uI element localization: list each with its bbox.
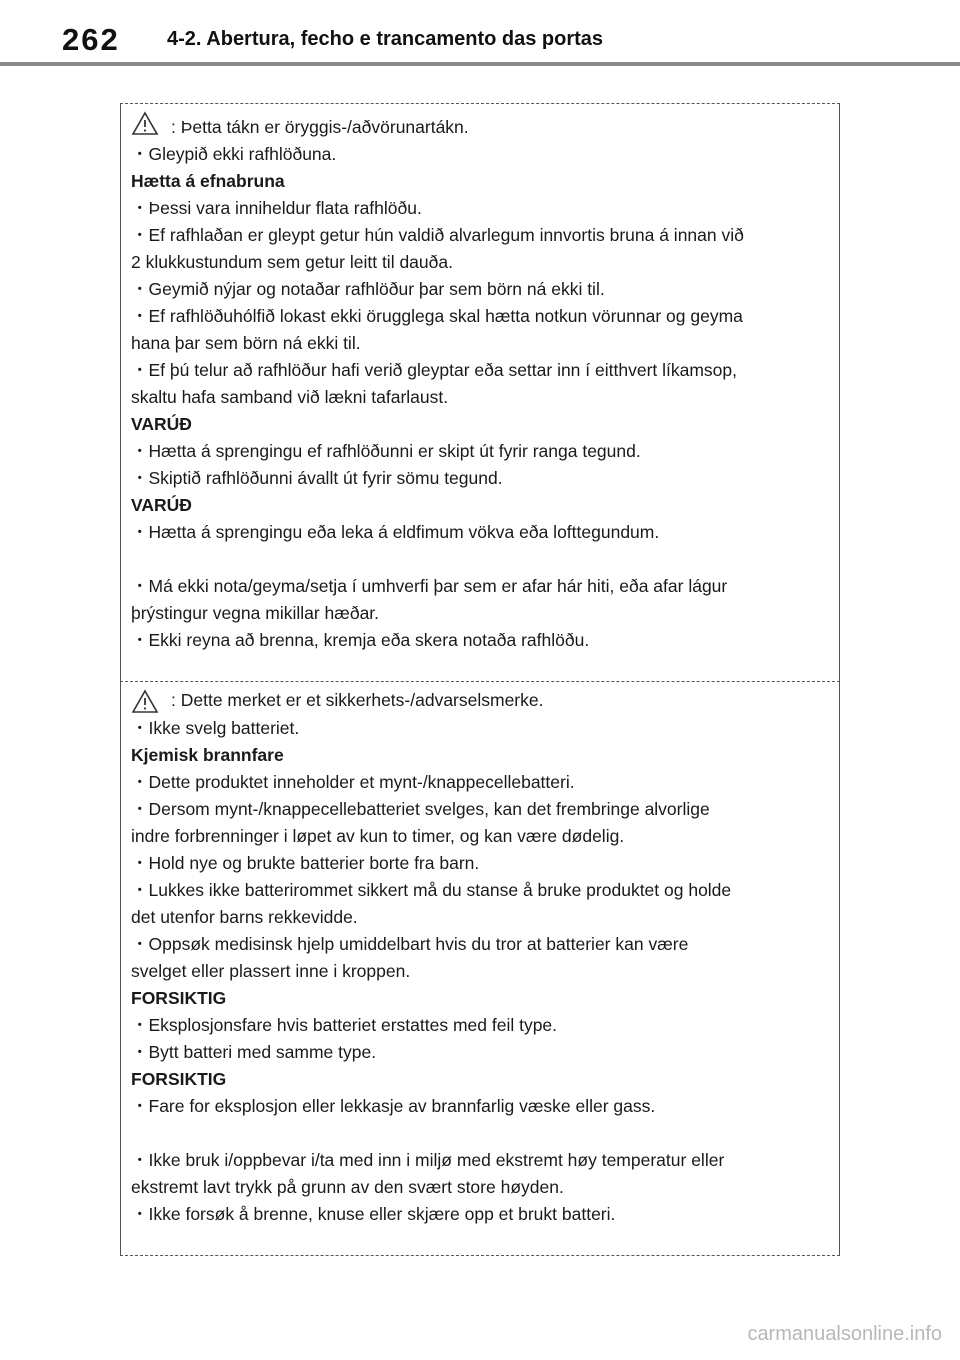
notice-line: ・Dersom mynt-/knappecellebatteriet svelges, kan det frembringe alvorlige bbox=[131, 799, 710, 819]
warning-triangle-icon bbox=[131, 689, 159, 714]
notice-line: ・Hætta á sprengingu ef rafhlöðunni er skipt út fyrir ranga tegund. bbox=[131, 441, 641, 461]
section-heading: VARÚÐ bbox=[131, 414, 192, 434]
notice-line: ・Ikke forsøk å brenne, knuse eller skjære opp et brukt batteri. bbox=[131, 1204, 616, 1224]
icelandic-warning-box bbox=[120, 103, 840, 681]
notice-line: ・Eksplosjonsfare hvis batteriet erstattes med feil type. bbox=[131, 1015, 558, 1035]
notice-line: ・Geymið nýjar og notaðar rafhlöður þar sem börn ná ekki til. bbox=[131, 279, 605, 299]
notice-line: ・Gleypið ekki rafhlöðuna. bbox=[131, 144, 337, 164]
section-heading: FORSIKTIG bbox=[131, 1069, 227, 1089]
section-heading: Kjemisk brannfare bbox=[131, 745, 284, 765]
notice-line: skaltu hafa samband við lækni tafarlaust. bbox=[131, 387, 449, 407]
header-rule bbox=[0, 62, 960, 66]
notice-line: ekstremt lavt trykk på grunn av den svært store høyden. bbox=[131, 1177, 564, 1197]
notice-line: ・Lukkes ikke batterirommet sikkert må du stanse å bruke produktet og holde bbox=[131, 880, 732, 900]
notice-line: ・Þessi vara inniheldur flata rafhlöðu. bbox=[131, 198, 422, 218]
notice-line: hana þar sem börn ná ekki til. bbox=[131, 333, 361, 353]
chapter-title: 4-2. Abertura, fecho e trancamento das portas bbox=[167, 28, 604, 50]
page-header bbox=[0, 0, 960, 68]
notice-line: det utenfor barns rekkevidde. bbox=[131, 907, 358, 927]
notice-line: svelget eller plassert inne i kroppen. bbox=[131, 961, 411, 981]
notice-line: ・Oppsøk medisinsk hjelp umiddelbart hvis du tror at batterier kan være bbox=[131, 934, 689, 954]
notice-line: ・Hold nye og brukte batterier borte fra barn. bbox=[131, 853, 480, 873]
symbol-explanation: : Dette merket er et sikkerhets-/advarselsmerke. bbox=[171, 690, 544, 710]
notice-line: ・Ikke bruk i/oppbevar i/ta med inn i miljø med ekstremt høy temperatur eller bbox=[131, 1150, 725, 1170]
section-heading: FORSIKTIG bbox=[131, 988, 227, 1008]
notice-line: ・Fare for eksplosjon eller lekkasje av brannfarlig væske eller gass. bbox=[131, 1096, 656, 1116]
section-heading: Hætta á efnabruna bbox=[131, 171, 285, 191]
page-number: 262 bbox=[62, 22, 120, 57]
notice-line: ・Dette produktet inneholder et mynt-/knappecellebatteri. bbox=[131, 772, 575, 792]
notice-line: ・Bytt batteri med samme type. bbox=[131, 1042, 377, 1062]
symbol-explanation: : Þetta tákn er öryggis-/aðvörunartákn. bbox=[171, 117, 469, 137]
warning-triangle-icon bbox=[131, 111, 159, 136]
notice-line: ・Hætta á sprengingu eða leka á eldfimum vökva eða lofttegundum. bbox=[131, 522, 660, 542]
notice-line: ・Ef rafhlöðuhólfið lokast ekki örugglega skal hætta notkun vörunnar og geyma bbox=[131, 306, 743, 326]
notice-line: ・Ef rafhlaðan er gleypt getur hún valdið alvarlegum innvortis bruna á innan við bbox=[131, 225, 744, 245]
notice-line: ・Má ekki nota/geyma/setja í umhverfi þar sem er afar hár hiti, eða afar lágur bbox=[131, 576, 728, 596]
notice-line: 2 klukkustundum sem getur leitt til dauða. bbox=[131, 252, 453, 272]
notice-line: ・Ekki reyna að brenna, kremja eða skera notaða rafhlöðu. bbox=[131, 630, 590, 650]
notice-line: ・Ikke svelg batteriet. bbox=[131, 718, 300, 738]
notice-line: þrýstingur vegna mikillar hæðar. bbox=[131, 603, 380, 623]
section-heading: VARÚÐ bbox=[131, 495, 192, 515]
notice-line: indre forbrenninger i løpet av kun to timer, og kan være dødelig. bbox=[131, 826, 625, 846]
notice-line: ・Skiptið rafhlöðunni ávallt út fyrir sömu tegund. bbox=[131, 468, 503, 488]
watermark: carmanualsonline.info bbox=[747, 1323, 942, 1345]
norwegian-warning-box bbox=[120, 681, 840, 1256]
notice-line: ・Ef þú telur að rafhlöður hafi verið gleyptar eða settar inn í eitthvert líkamsop, bbox=[131, 360, 738, 380]
